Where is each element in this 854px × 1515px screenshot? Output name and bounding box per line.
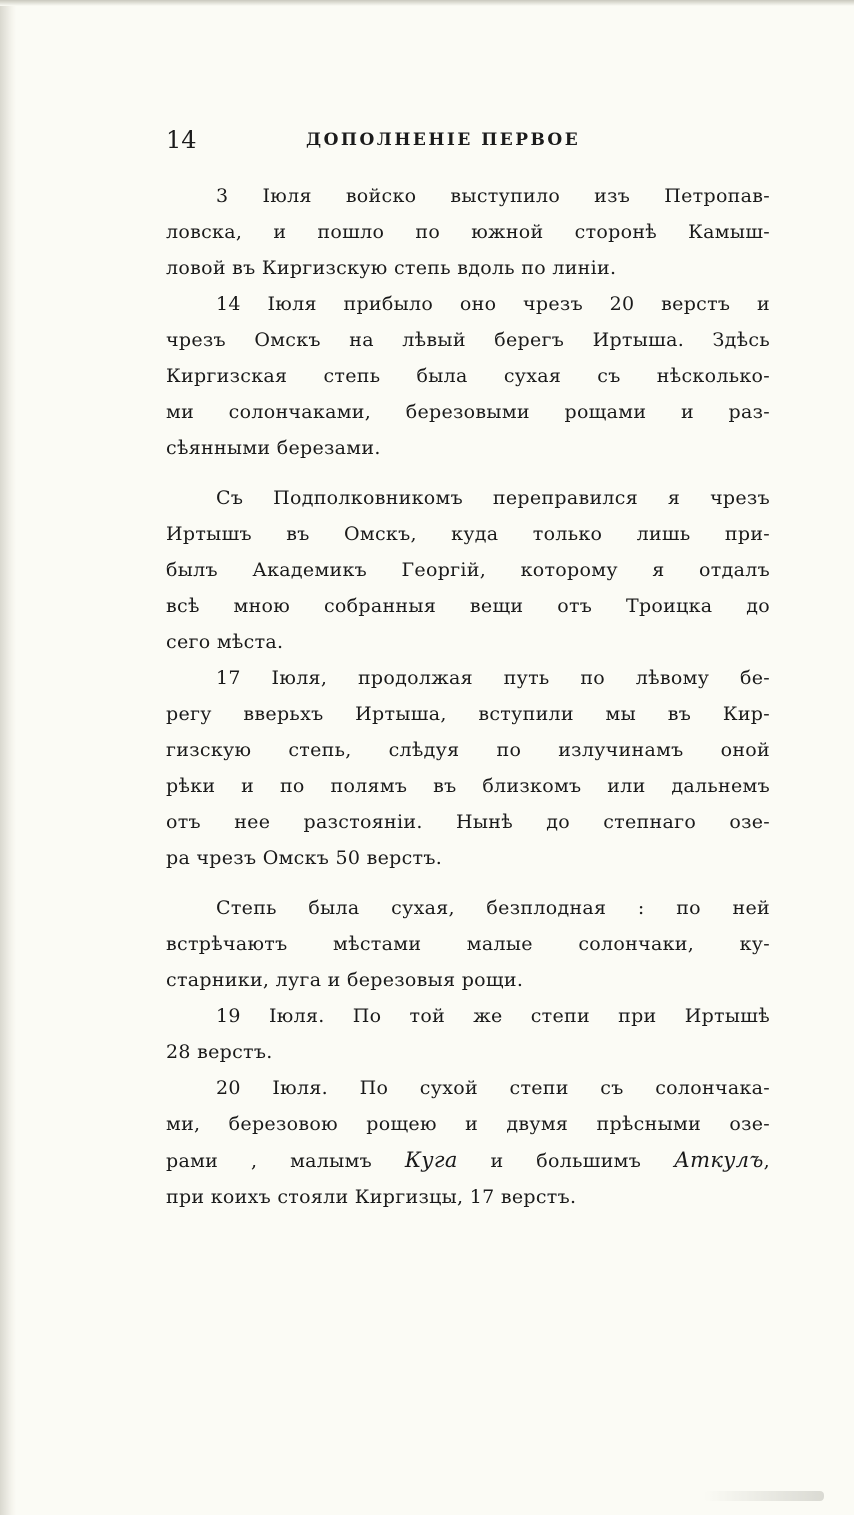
body-text xyxy=(166,178,770,1215)
paragraph-6 xyxy=(166,998,770,1070)
text-line: былъ Академикъ Георгій, которому я отдалъ xyxy=(166,559,770,581)
lake-name-kuga: Куга xyxy=(404,1148,458,1172)
text-line: встрѣчаютъ мѣстами малые солончаки, ку- xyxy=(166,933,770,955)
text-line: 3 Іюля войско выступило изъ Петропав- xyxy=(216,185,770,207)
paragraph-2 xyxy=(166,286,770,466)
paragraph-1 xyxy=(166,178,770,286)
text-line: 14 Іюля прибыло оно чрезъ 20 верстъ и xyxy=(216,293,770,315)
text-line: 19 Іюля. По той же степи при Иртышѣ xyxy=(216,1005,770,1027)
paragraph-3 xyxy=(166,480,770,660)
text-line: Киргизская степь была сухая съ нѣсколько- xyxy=(166,365,770,387)
text-line: ра чрезъ Омскъ 50 верстъ. xyxy=(166,847,443,869)
text-line: 20 Іюля. По сухой степи съ солончака- xyxy=(216,1077,770,1099)
paragraph-4 xyxy=(166,660,770,876)
paragraph-7 xyxy=(166,1070,770,1215)
text-line: отъ нее разстояніи. Нынѣ до степнаго озе- xyxy=(166,811,770,833)
text-line: ми, березовою рощею и двумя прѣсными озе- xyxy=(166,1113,770,1135)
text-line: Съ Подполковникомъ переправился я чрезъ xyxy=(216,487,770,509)
text-line: Иртышъ въ Омскъ, куда только лишь при- xyxy=(166,523,770,545)
text-line: регу вверьхъ Иртыша, вступили мы въ Кир- xyxy=(166,703,770,725)
text-line: Степь была сухая, безплодная : по ней xyxy=(216,897,770,919)
paper-stain xyxy=(704,1491,824,1501)
page-edge-shadow xyxy=(0,0,16,1515)
text-line: гизскую степь, слѣдуя по излучинамъ оной xyxy=(166,739,770,761)
text-line: сего мѣста. xyxy=(166,631,284,653)
text-line-mixed xyxy=(166,1142,770,1179)
text-fragment: и большимъ xyxy=(457,1150,674,1172)
text-fragment: рами , малымъ xyxy=(166,1150,405,1172)
text-line: ловска, и пошло по южной сторонѣ Камыш- xyxy=(166,221,770,243)
text-line: 28 верстъ. xyxy=(166,1041,273,1063)
text-fragment: , xyxy=(763,1150,770,1172)
text-line: ми солончаками, березовыми рощами и раз- xyxy=(166,401,770,423)
page-top-shadow xyxy=(0,0,854,6)
text-line: 17 Іюля, продолжая путь по лѣвому бе- xyxy=(216,667,770,689)
page-number: 14 xyxy=(166,126,197,154)
text-line: сѣянными березами. xyxy=(166,437,381,459)
text-line: старники, луга и березовыя рощи. xyxy=(166,969,524,991)
running-title: ДОПОЛНЕНІЕ ПЕРВОЕ xyxy=(306,130,581,150)
paragraph-5 xyxy=(166,890,770,998)
text-line: рѣки и по полямъ въ близкомъ или дальнемъ xyxy=(166,775,770,797)
text-line: при коихъ стояли Киргизцы, 17 верстъ. xyxy=(166,1186,577,1208)
text-line: чрезъ Омскъ на лѣвый берегъ Иртыша. Здѣсь xyxy=(166,329,770,351)
lake-name-atkul: Аткулъ xyxy=(673,1148,764,1172)
text-line: ловой въ Киргизскую степь вдоль по линіи. xyxy=(166,257,617,279)
text-line: всѣ мною собранныя вещи отъ Троицка до xyxy=(166,595,770,617)
page-header xyxy=(166,126,766,166)
